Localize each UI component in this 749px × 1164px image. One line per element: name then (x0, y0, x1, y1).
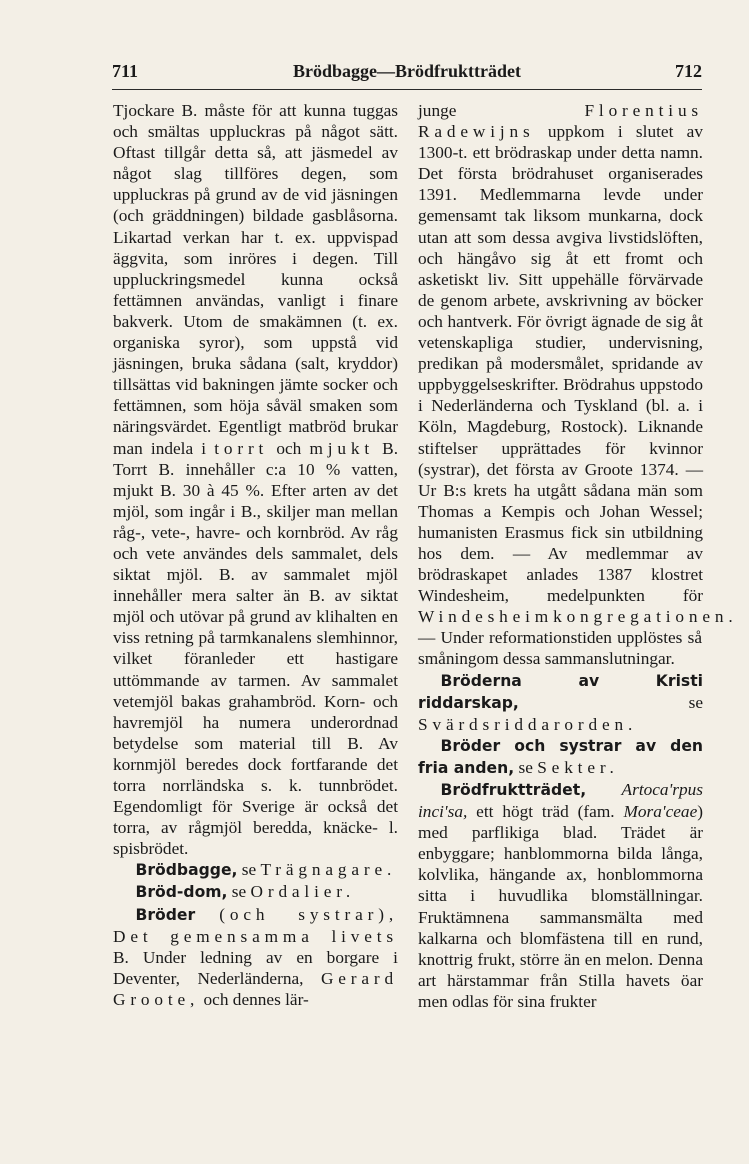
cross-reference: Sekter. (537, 757, 619, 777)
entry-broder-och-systrar: Bröder och systrar av den fria anden, se Sekter. (418, 736, 703, 777)
bread-entry-continuation: Tjockare B. måste för att kunna tuggas och smältas uppluckras på något sätt. Oftast tillgår detta så, att jäsmedel av något slag tillföres degen, som uppluckras på grund av de vid jäsningen (och gräddningen) bildade gasblåsorna. Likartad verkan har t. ex. uppvispad äggvita, som inröres i degen. Till uppluckringsmedel kunna också fettämnen användas, vanligt i finare bakverk. Utom de smakämnen (t. ex. organiska syror), som uppstå vid jäsningen, bruka sådana (salt, kryddor) tillsättas vid bakningen jämte socker och fettämnen, som höja såväl smaken som näringsvärdet. Egentligt matbröd brukar man indela i torrt och mjukt B. Torrt B. innehåller c:a 10 % vatten, mjukt B. 30 à 45 %. Efter arten av det mjöl, som ingår i B., skiljer man mellan råg-, vete-, havre- och kornbröd. Av råg och vete användes dels sammalet, dels siktat mjöl. B. av sammalet mjöl innehåller mera salter än B. av siktat mjöl och utövar på grund av klihalten en viss retning på tarmkanalens slemhinnor, vilket föranleder ett hastigare uttömmande av tarmen. Av sammalet vetemjöl bakas grahambröd. Korn- och havremjöl ha numera underordnad betydelse som material till B. Av kornmjöl beredes dock fortfarande det torra norrländska s. k. tunnbrödet. Egendomligt för Sverige är också det torra, av rågmjöl beredda, knäcke- l. spisbrödet. (113, 101, 399, 859)
cross-reference: Svärdsriddarorden. (418, 714, 638, 734)
headword: Bröder (135, 905, 196, 924)
running-header (112, 55, 702, 90)
entry-broderna-av-kristi: Bröderna av Kristi riddarskap, se Svärdsriddarorden. (418, 671, 703, 734)
broder-entry-continuation: junge Florentius Radewijns uppkom i slutet av 1300-t. ett brödraskap under detta namn. Det första brödrahuset organiserades 1391. Medlemmarna levde under gemensamt tak liksom munkarna, dock utan att som dessa avgiva livstidslöften, och hängåvo sig åt ett fromt och asketiskt liv. Sitt uppehälle förvärvade de genom arbete, avskrivning av böcker och hantverk. För övrigt ägnade de sig åt vetenskapliga studier, undervisning, predikan på modersmålet, spridande av uppbyggelseskrifter. Brödrahus uppstodo i Nederländerna och Tyskland (bl. a. i Köln, Magdeburg, Rostock). Liknande stiftelser upprättades för kvinnor (systrar), det första av Groote 1374. — Ur B:s krets ha utgått sådana män som Thomas a Kempis och Johan Wessel; humanisten Erasmus fick sin utbildning hos dem. — Av medlemmar av brödraskapet anlades 1387 klostret Windesheim, medelpunkten för Windesheimkongregationen. — Under reformationstiden upplöstes så småningom dessa sammanslutningar. (418, 101, 738, 669)
entry-broder: Bröder (och systrar), Det gemensamma livets B. Under ledning av en borgare i Deventer, Nederländerna, Gerard Groote, och dennes lär- (113, 904, 398, 1009)
headword: Bröder och systrar av den fria anden, (418, 736, 703, 777)
entry-brod-dom: Bröd-dom, se Ordalier. (135, 882, 356, 902)
page-number-left: 711 (112, 61, 139, 81)
family-name: Mora'ceae (623, 802, 698, 822)
headword: Bröderna av Kristi riddarskap, (418, 671, 703, 712)
page-number-right: 712 (675, 61, 702, 81)
latin-name: Artoca'rpus inci'sa, (418, 780, 703, 822)
entry-brodfrukttradet: Brödfruktträdet, Artoca'rpus inci'sa, ett högt träd (fam. Mora'ceae) med parflikiga blad. Trädet är enbyggare; hanblommorna bilda långa, kolvlika, hängande ax, honblommorna sitta i huvudlika blomställningar. Fruktämnena sammansmälta med kalkarna och blomfästena till en rund, knottrig frukt, större än en melon. Denna art härstammar från Stilla havets öar men odlas för sina frukter (418, 780, 703, 1011)
headword: Brödbagge, (135, 861, 238, 880)
cross-reference: Trägnagare. (260, 860, 397, 880)
headword: Brödfruktträdet, (440, 781, 587, 799)
running-title: Brödbagge—Brödfruktträdet (293, 61, 521, 81)
right-column (418, 100, 738, 1012)
cross-reference: Ordalier. (250, 882, 356, 902)
left-column (113, 100, 398, 1010)
headword: Bröd-dom, (135, 883, 228, 902)
entry-brodbagge: Brödbagge, se Trägnagare. (135, 860, 397, 880)
